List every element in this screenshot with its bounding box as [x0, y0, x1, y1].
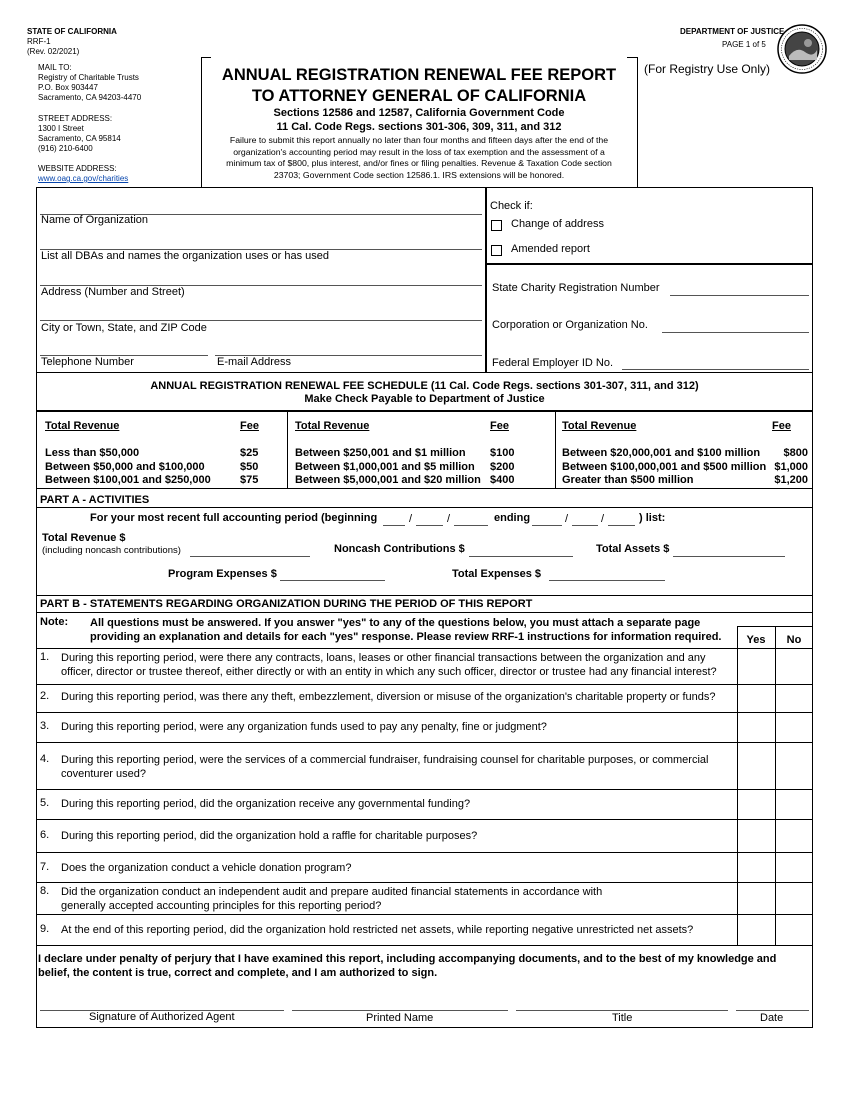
corp-no-label: Corporation or Organization No. [492, 319, 648, 331]
fee-col1-fees: $25 $50 $75 [240, 447, 259, 486]
part-a-title: PART A - ACTIVITIES [40, 494, 150, 506]
sections-line2: 11 Cal. Code Regs. sections 301-306, 309, 311, and 312 [276, 121, 562, 133]
question-3-no[interactable] [776, 713, 813, 742]
yes-header: Yes [746, 634, 766, 646]
including-noncash-label: (including noncash contributions) [42, 545, 181, 556]
end-day-field[interactable] [572, 525, 598, 526]
form-rev: (Rev. 02/2021) [27, 47, 80, 56]
page-number: PAGE 1 of 5 [722, 40, 766, 49]
note-label: Note: [40, 616, 69, 628]
program-expenses-label: Program Expenses $ [168, 568, 277, 580]
mail-line3: Sacramento, CA 94203-4470 [38, 93, 142, 102]
begin-year-field[interactable] [454, 525, 488, 526]
title-line1: ANNUAL REGISTRATION RENEWAL FEE REPORT [221, 66, 617, 84]
question-8-yes[interactable] [738, 883, 775, 914]
total-expenses-label: Total Expenses $ [452, 568, 542, 580]
address-label: Address (Number and Street) [41, 286, 185, 298]
org-name-field[interactable] [40, 214, 482, 215]
question-6-number: 6. [40, 829, 50, 841]
address-field[interactable] [40, 285, 482, 286]
question-3-yes[interactable] [738, 713, 775, 742]
mail-line1: Registry of Charitable Trusts [38, 73, 139, 82]
question-3-number: 3. [40, 720, 50, 732]
state-charity-field[interactable] [670, 295, 809, 296]
sections-line1: Sections 12586 and 12587, California Government Code [273, 107, 565, 119]
title-label: Title [612, 1012, 633, 1024]
street-line3: (916) 210-6400 [38, 144, 93, 153]
question-8-number: 8. [40, 885, 50, 897]
question-2-no[interactable] [776, 685, 813, 712]
amended-report-checkbox[interactable] [491, 245, 502, 256]
corp-no-field[interactable] [662, 332, 809, 333]
department-label: DEPARTMENT OF JUSTICE [680, 27, 785, 36]
question-4-no[interactable] [776, 743, 813, 789]
question-5-number: 5. [40, 797, 50, 809]
begin-month-field[interactable] [383, 525, 405, 526]
period-label: For your most recent full accounting period (beginning [90, 512, 378, 524]
title-line2: TO ATTORNEY GENERAL OF CALIFORNIA [251, 87, 587, 105]
website-link[interactable]: www.oag.ca.gov/charities [38, 174, 129, 183]
total-revenue-field[interactable] [190, 556, 310, 557]
fee-col2-revenue-header: Total Revenue [295, 420, 370, 432]
fee-col2-fee-header: Fee [490, 420, 509, 432]
fee-col3-revenue-header: Total Revenue [562, 420, 637, 432]
part-b-title: PART B - STATEMENTS REGARDING ORGANIZATION DURING THE PERIOD OF THIS REPORT [40, 598, 533, 610]
question-7-text: Does the organization conduct a vehicle donation program? [61, 862, 352, 874]
question-8-text: Did the organization conduct an independent audit and prepare audited financial statements in accordance with generally accepted accounting principles for this reporting period? [61, 886, 603, 912]
printed-name-field[interactable] [292, 1010, 508, 1011]
question-2-number: 2. [40, 690, 50, 702]
fee-col2-fees: $100 $200 $400 [490, 447, 515, 486]
email-label: E-mail Address [217, 356, 291, 368]
question-8-no[interactable] [776, 883, 813, 914]
question-7-no[interactable] [776, 853, 813, 882]
total-expenses-field[interactable] [549, 580, 665, 581]
question-9-yes[interactable] [738, 915, 775, 946]
question-5-no[interactable] [776, 790, 813, 819]
fee-col3-fee-header: Fee [772, 420, 791, 432]
mail-to-label: MAIL TO: [38, 63, 72, 72]
declaration-text: I declare under penalty of perjury that I have examined this report, including accompanying documents, and to the best of my knowledge and belief, the content is true, correct and complete, and I am authorized to sign. [38, 953, 777, 979]
question-6-yes[interactable] [738, 820, 775, 852]
question-6-no[interactable] [776, 820, 813, 852]
total-assets-field[interactable] [673, 556, 785, 557]
fee-schedule-subtitle: Make Check Payable to Department of Justice [304, 393, 545, 405]
question-2-yes[interactable] [738, 685, 775, 712]
question-3-text: During this reporting period, were any organization funds used to pay any penalty, fine or judgment? [61, 721, 547, 733]
fee-col1-revenue-header: Total Revenue [45, 420, 120, 432]
question-4-number: 4. [40, 753, 50, 765]
fein-label: Federal Employer ID No. [492, 357, 614, 369]
street-line1: 1300 I Street [38, 124, 84, 133]
fee-col3-fees: $800 $1,000 $1,200 [774, 447, 808, 486]
signature-label: Signature of Authorized Agent [89, 1011, 235, 1023]
question-1-number: 1. [40, 651, 50, 663]
change-address-checkbox[interactable] [491, 220, 502, 231]
question-1-text: During this reporting period, were there any contracts, loans, leases or other financial transactions between the organization and any officer, director or trustee thereof, either directly or with an entity in which any such officer, director or trustee had any financial interest? [61, 652, 717, 678]
question-7-number: 7. [40, 861, 50, 873]
question-5-yes[interactable] [738, 790, 775, 819]
question-2-text: During this reporting period, was there any theft, embezzlement, diversion or misuse of the organization's charitable property or funds? [61, 691, 716, 703]
question-9-no[interactable] [776, 915, 813, 946]
question-1-no[interactable] [776, 649, 813, 684]
program-expenses-field[interactable] [280, 580, 385, 581]
no-header: No [786, 634, 802, 646]
date-label: Date [760, 1012, 784, 1024]
website-label: WEBSITE ADDRESS: [38, 164, 117, 173]
question-9-number: 9. [40, 923, 50, 935]
question-4-text: During this reporting period, were the services of a commercial fundraiser, fundraising counsel for charitable purposes, or commercial coventurer used? [61, 754, 709, 780]
begin-day-field[interactable] [416, 525, 443, 526]
dba-label: List all DBAs and names the organization uses or has used [41, 250, 329, 262]
total-revenue-label: Total Revenue $ [42, 532, 126, 544]
fee-schedule-title: ANNUAL REGISTRATION RENEWAL FEE SCHEDULE (11 Cal. Code Regs. sections 301-307, 311, and 312) [150, 380, 699, 392]
title-field[interactable] [516, 1010, 728, 1011]
state-seal-icon [777, 24, 827, 74]
street-line2: Sacramento, CA 95814 [38, 134, 121, 143]
amended-report-label: Amended report [511, 243, 590, 255]
end-month-field[interactable] [532, 525, 562, 526]
org-name-label: Name of Organization [41, 214, 148, 226]
city-field[interactable] [40, 320, 482, 321]
question-4-yes[interactable] [738, 743, 775, 789]
fee-col2-ranges: Between $250,001 and $1 million Between $1,000,001 and $5 million Between $5,000,001 and $20 million [295, 447, 481, 486]
question-9-text: At the end of this reporting period, did the organization hold restricted net assets, while reporting negative unrestricted net assets? [61, 924, 694, 936]
fein-field[interactable] [622, 369, 809, 370]
fee-col3-ranges: Between $20,000,001 and $100 million Between $100,000,001 and $500 million Greater than $500 million [562, 447, 767, 486]
phone-label: Telephone Number [41, 356, 134, 368]
mail-line2: P.O. Box 903447 [38, 83, 98, 92]
street-label: STREET ADDRESS: [38, 114, 113, 123]
warning-text: Failure to submit this report annually no later than four months and fifteen days after the end of the organization's accounting period may result in the loss of tax exemption and the assessment of a minimum tax of $800, plus interest, and/or fines or filing penalties. Revenue & Taxation Code section 23703; Government Code section 12586.1. IRS extensions will be honored. [226, 135, 612, 180]
dba-field[interactable] [40, 249, 482, 250]
fee-col1-ranges: Less than $50,000 Between $50,000 and $100,000 Between $100,001 and $250,000 [45, 447, 211, 486]
question-1-yes[interactable] [738, 649, 775, 684]
date-field[interactable] [736, 1010, 809, 1011]
printed-name-label: Printed Name [366, 1012, 434, 1024]
question-5-text: During this reporting period, did the organization receive any governmental funding? [61, 798, 471, 810]
city-label: City or Town, State, and ZIP Code [41, 322, 207, 334]
list-label: ) list: [639, 512, 666, 524]
registry-use-label: (For Registry Use Only) [644, 62, 771, 76]
form-id: RRF-1 [27, 37, 51, 46]
note-text: All questions must be answered. If you answer "yes" to any of the questions below, you must attach a separate page providing an explanation and details for each "yes" response. Please review RRF-1 instructions for information required. [90, 617, 722, 643]
question-7-yes[interactable] [738, 853, 775, 882]
total-assets-label: Total Assets $ [596, 543, 670, 555]
state-label: STATE OF CALIFORNIA [27, 27, 117, 36]
noncash-field[interactable] [469, 556, 573, 557]
question-6-text: During this reporting period, did the organization hold a raffle for charitable purposes? [61, 830, 478, 842]
change-address-label: Change of address [511, 218, 604, 230]
ending-label: ending [494, 512, 531, 524]
fee-col1-fee-header: Fee [240, 420, 259, 432]
end-year-field[interactable] [608, 525, 635, 526]
check-if-label: Check if: [490, 200, 533, 212]
noncash-label: Noncash Contributions $ [334, 543, 465, 555]
state-charity-label: State Charity Registration Number [492, 282, 660, 294]
